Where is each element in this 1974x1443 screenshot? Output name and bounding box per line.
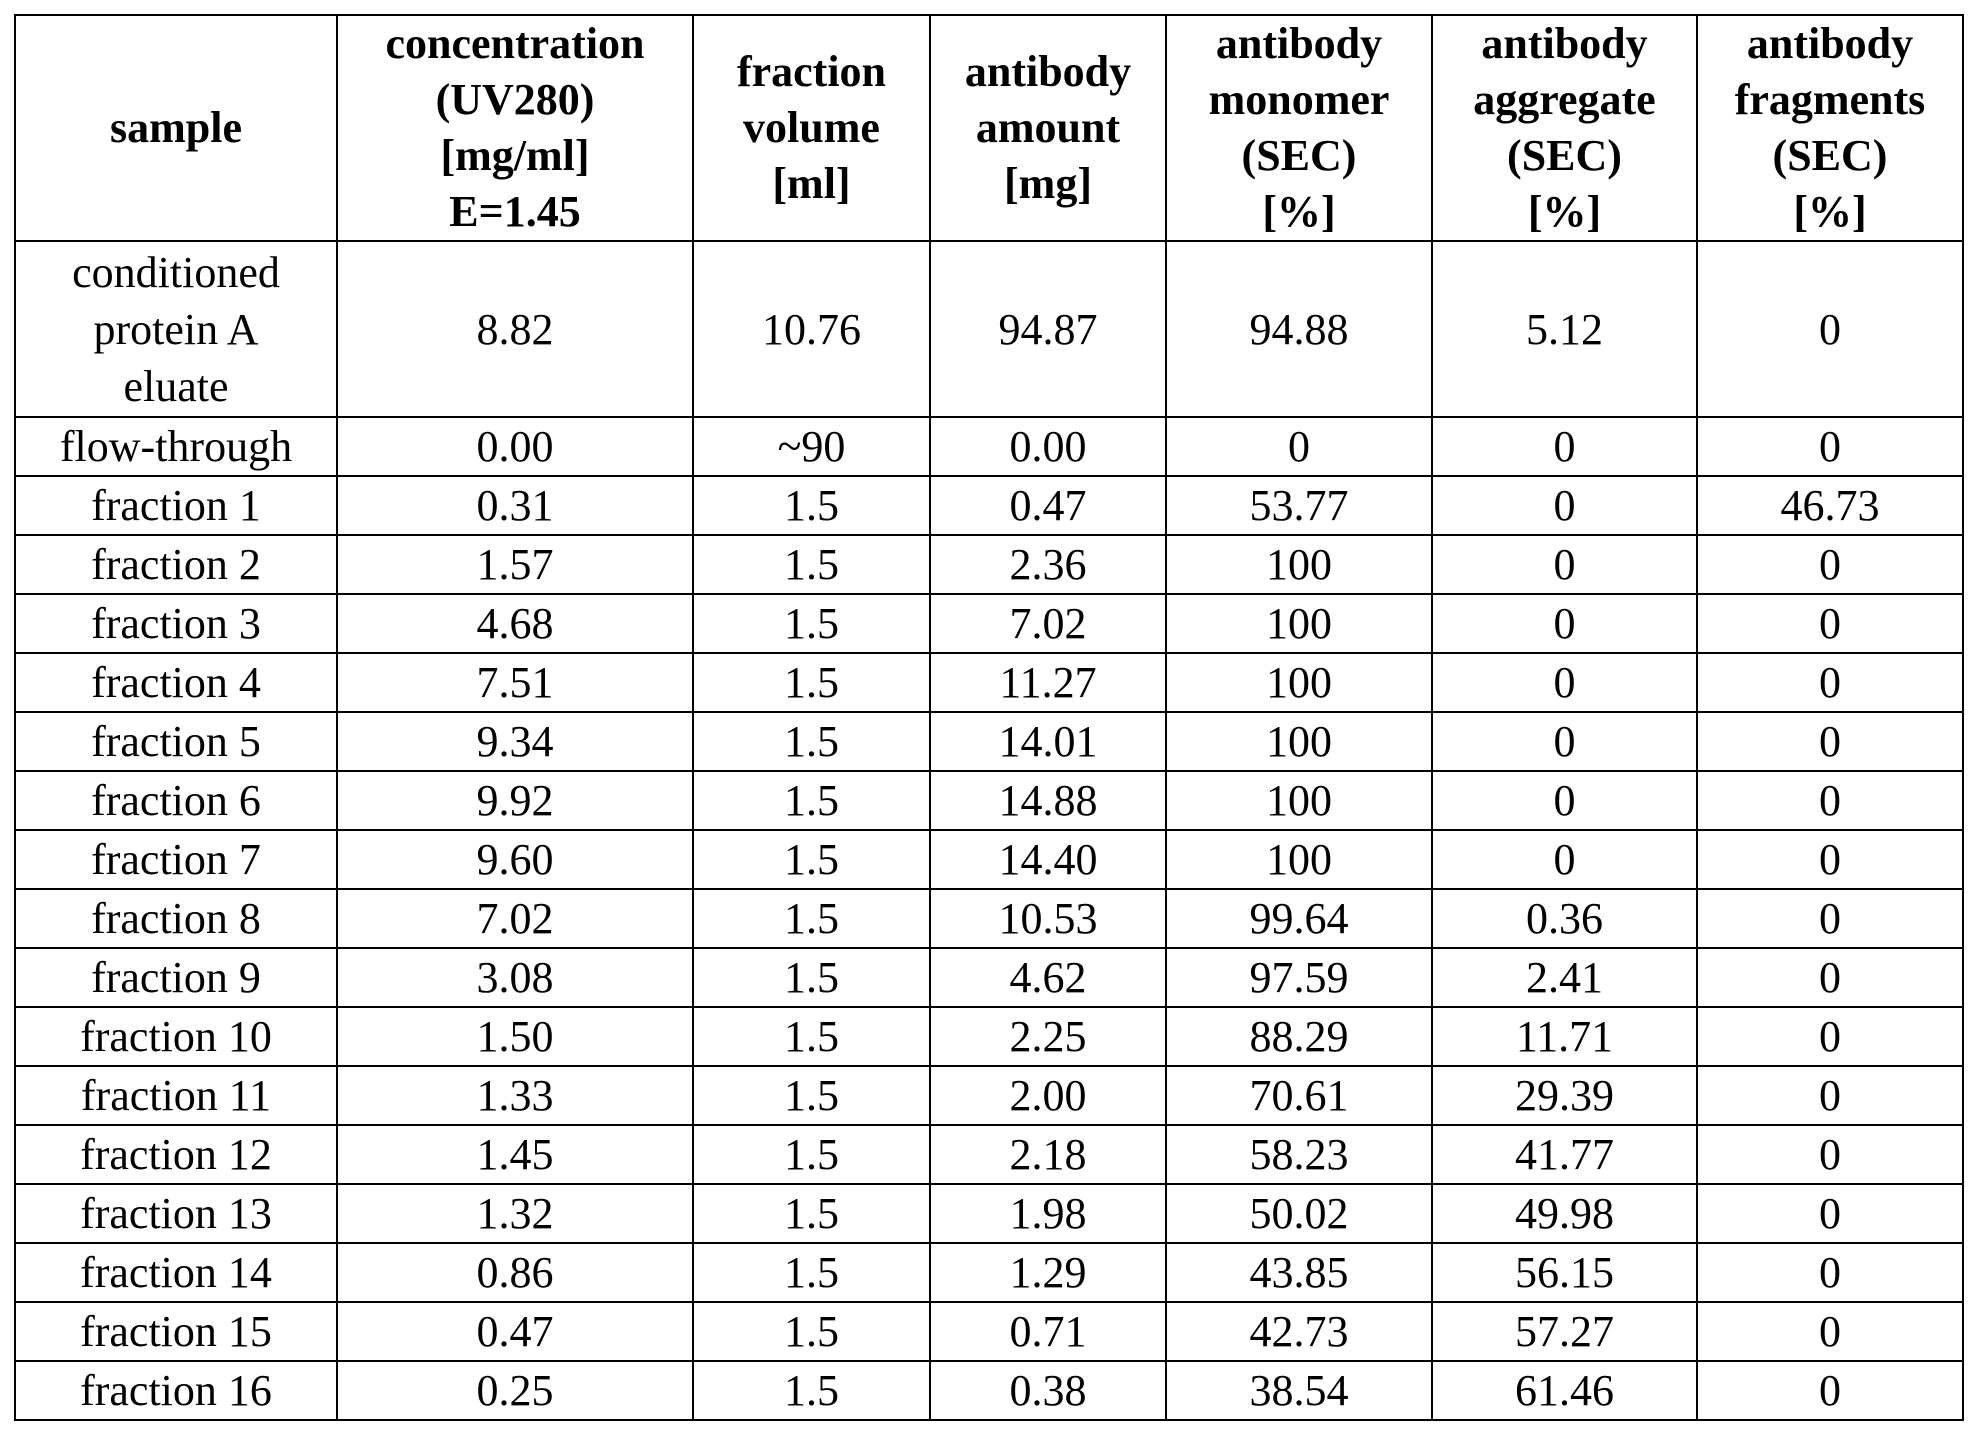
antibody-amount-cell: 0.71 — [930, 1302, 1166, 1361]
aggregate-cell: 57.27 — [1432, 1302, 1697, 1361]
monomer-cell: 88.29 — [1166, 1007, 1432, 1066]
antibody-aggregate-header — [1432, 15, 1697, 241]
table-row — [15, 1184, 1963, 1243]
fragments-cell: 0 — [1697, 1007, 1963, 1066]
header-line: (SEC) — [1241, 131, 1357, 180]
sample-line: protein A — [93, 304, 259, 354]
antibody-amount-cell: 10.53 — [930, 889, 1166, 948]
fraction-volume-cell: 1.5 — [693, 1007, 930, 1066]
fragments-cell: 0 — [1697, 417, 1963, 476]
fragments-cell: 0 — [1697, 948, 1963, 1007]
aggregate-cell: 0 — [1432, 653, 1697, 712]
sample-cell — [15, 241, 337, 417]
table-row — [15, 417, 1963, 476]
header-line: fragments — [1734, 75, 1926, 124]
aggregate-cell: 61.46 — [1432, 1361, 1697, 1420]
sample-cell: fraction 2 — [15, 535, 337, 594]
sample-header — [15, 15, 337, 241]
fraction-volume-cell: 1.5 — [693, 1243, 930, 1302]
sample-cell: fraction 11 — [15, 1066, 337, 1125]
antibody-amount-cell: 2.25 — [930, 1007, 1166, 1066]
antibody-amount-cell: 0.00 — [930, 417, 1166, 476]
antibody-amount-cell: 2.18 — [930, 1125, 1166, 1184]
monomer-cell: 97.59 — [1166, 948, 1432, 1007]
header-line: (UV280) — [435, 75, 595, 124]
results-table — [14, 14, 1964, 1421]
fragments-cell: 0 — [1697, 1125, 1963, 1184]
table-row — [15, 1066, 1963, 1125]
header-line: E=1.45 — [449, 187, 581, 236]
concentration-cell: 4.68 — [337, 594, 693, 653]
aggregate-cell: 0.36 — [1432, 889, 1697, 948]
sample-cell: fraction 6 — [15, 771, 337, 830]
table-row — [15, 948, 1963, 1007]
table-row — [15, 1125, 1963, 1184]
fraction-volume-cell: 1.5 — [693, 1184, 930, 1243]
fraction-volume-cell: 1.5 — [693, 1302, 930, 1361]
header-line: [%] — [1793, 187, 1867, 236]
antibody-amount-cell: 1.98 — [930, 1184, 1166, 1243]
aggregate-cell: 11.71 — [1432, 1007, 1697, 1066]
fraction-volume-cell: 1.5 — [693, 653, 930, 712]
monomer-cell: 100 — [1166, 771, 1432, 830]
fragments-cell: 0 — [1697, 771, 1963, 830]
monomer-cell: 50.02 — [1166, 1184, 1432, 1243]
fragments-cell: 0 — [1697, 1302, 1963, 1361]
header-line: aggregate — [1473, 75, 1656, 124]
header-line: (SEC) — [1772, 131, 1888, 180]
antibody-amount-cell: 4.62 — [930, 948, 1166, 1007]
concentration-cell: 7.51 — [337, 653, 693, 712]
aggregate-cell: 0 — [1432, 417, 1697, 476]
antibody-amount-cell: 14.88 — [930, 771, 1166, 830]
concentration-cell: 7.02 — [337, 889, 693, 948]
header-line: concentration — [385, 19, 645, 68]
table-row — [15, 1007, 1963, 1066]
fragments-cell: 0 — [1697, 712, 1963, 771]
monomer-cell: 100 — [1166, 712, 1432, 771]
antibody-amount-cell: 0.47 — [930, 476, 1166, 535]
sample-line: eluate — [123, 361, 229, 411]
table-row — [15, 653, 1963, 712]
monomer-cell: 100 — [1166, 535, 1432, 594]
antibody-amount-cell: 14.01 — [930, 712, 1166, 771]
antibody-amount-cell: 2.36 — [930, 535, 1166, 594]
aggregate-cell: 0 — [1432, 771, 1697, 830]
table-body — [15, 241, 1963, 1420]
aggregate-cell: 0 — [1432, 594, 1697, 653]
antibody-amount-cell: 2.00 — [930, 1066, 1166, 1125]
fragments-cell: 0 — [1697, 535, 1963, 594]
fragments-cell: 0 — [1697, 1066, 1963, 1125]
monomer-cell: 99.64 — [1166, 889, 1432, 948]
concentration-header — [337, 15, 693, 241]
antibody-amount-header — [930, 15, 1166, 241]
table-row — [15, 889, 1963, 948]
sample-cell: fraction 15 — [15, 1302, 337, 1361]
header-line: fraction — [736, 47, 887, 96]
sample-cell: fraction 12 — [15, 1125, 337, 1184]
header-line: (SEC) — [1507, 131, 1622, 180]
concentration-cell: 0.47 — [337, 1302, 693, 1361]
concentration-cell: 8.82 — [337, 241, 693, 417]
concentration-cell: 1.33 — [337, 1066, 693, 1125]
header-line: [ml] — [772, 159, 851, 208]
fraction-volume-cell: 1.5 — [693, 948, 930, 1007]
antibody-amount-cell: 1.29 — [930, 1243, 1166, 1302]
antibody-amount-cell: 7.02 — [930, 594, 1166, 653]
antibody-fragments-header — [1697, 15, 1963, 241]
sample-cell: fraction 14 — [15, 1243, 337, 1302]
concentration-cell: 1.45 — [337, 1125, 693, 1184]
table-row — [15, 241, 1963, 417]
sample-cell: fraction 8 — [15, 889, 337, 948]
fraction-volume-cell: 1.5 — [693, 476, 930, 535]
header-line: antibody — [1481, 19, 1648, 68]
fraction-volume-header — [693, 15, 930, 241]
fragments-cell: 0 — [1697, 1361, 1963, 1420]
monomer-cell: 70.61 — [1166, 1066, 1432, 1125]
table-row — [15, 1361, 1963, 1420]
sample-cell: fraction 1 — [15, 476, 337, 535]
concentration-cell: 0.25 — [337, 1361, 693, 1420]
fragments-cell: 0 — [1697, 1184, 1963, 1243]
table-header — [15, 15, 1963, 241]
concentration-cell: 1.32 — [337, 1184, 693, 1243]
aggregate-cell: 41.77 — [1432, 1125, 1697, 1184]
monomer-cell: 100 — [1166, 594, 1432, 653]
monomer-cell: 100 — [1166, 830, 1432, 889]
monomer-cell: 58.23 — [1166, 1125, 1432, 1184]
table-row — [15, 771, 1963, 830]
monomer-cell: 43.85 — [1166, 1243, 1432, 1302]
header-line: [%] — [1262, 187, 1336, 236]
table-row — [15, 1243, 1963, 1302]
fragments-cell: 0 — [1697, 889, 1963, 948]
fraction-volume-cell: 1.5 — [693, 889, 930, 948]
header-line: amount — [975, 103, 1121, 152]
monomer-cell: 0 — [1166, 417, 1432, 476]
aggregate-cell: 0 — [1432, 712, 1697, 771]
sample-cell: fraction 4 — [15, 653, 337, 712]
header-line: [%] — [1527, 187, 1602, 236]
aggregate-cell: 56.15 — [1432, 1243, 1697, 1302]
aggregate-cell: 29.39 — [1432, 1066, 1697, 1125]
sample-cell: fraction 9 — [15, 948, 337, 1007]
fraction-volume-cell: 1.5 — [693, 594, 930, 653]
sample-cell: fraction 3 — [15, 594, 337, 653]
header-line: antibody — [964, 47, 1132, 96]
header-line: antibody — [1746, 19, 1914, 68]
fragments-cell: 0 — [1697, 830, 1963, 889]
concentration-cell: 0.86 — [337, 1243, 693, 1302]
monomer-cell: 53.77 — [1166, 476, 1432, 535]
fragments-cell: 0 — [1697, 594, 1963, 653]
header-line: [mg] — [1004, 159, 1092, 208]
sample-cell: fraction 13 — [15, 1184, 337, 1243]
antibody-monomer-header — [1166, 15, 1432, 241]
sample-cell: fraction 7 — [15, 830, 337, 889]
table-row — [15, 830, 1963, 889]
fragments-cell: 0 — [1697, 241, 1963, 417]
table-row — [15, 1302, 1963, 1361]
concentration-cell: 9.60 — [337, 830, 693, 889]
fraction-volume-cell: 1.5 — [693, 1066, 930, 1125]
antibody-amount-cell: 11.27 — [930, 653, 1166, 712]
table-row — [15, 594, 1963, 653]
aggregate-cell: 49.98 — [1432, 1184, 1697, 1243]
header-line: [mg/ml] — [440, 131, 590, 180]
concentration-cell: 9.34 — [337, 712, 693, 771]
fragments-cell: 0 — [1697, 1243, 1963, 1302]
sample-cell: fraction 5 — [15, 712, 337, 771]
fragments-cell: 0 — [1697, 653, 1963, 712]
fraction-volume-cell: 1.5 — [693, 535, 930, 594]
antibody-amount-cell: 0.38 — [930, 1361, 1166, 1420]
sample-cell: fraction 10 — [15, 1007, 337, 1066]
antibody-amount-cell: 94.87 — [930, 241, 1166, 417]
fraction-volume-cell: 10.76 — [693, 241, 930, 417]
aggregate-cell: 0 — [1432, 830, 1697, 889]
sample-cell: fraction 16 — [15, 1361, 337, 1420]
header-line: monomer — [1208, 75, 1390, 124]
monomer-cell: 38.54 — [1166, 1361, 1432, 1420]
monomer-cell: 94.88 — [1166, 241, 1432, 417]
aggregate-cell: 0 — [1432, 476, 1697, 535]
fraction-volume-cell: 1.5 — [693, 830, 930, 889]
concentration-cell: 1.57 — [337, 535, 693, 594]
concentration-cell: 0.00 — [337, 417, 693, 476]
monomer-cell: 100 — [1166, 653, 1432, 712]
table-row — [15, 712, 1963, 771]
antibody-amount-cell: 14.40 — [930, 830, 1166, 889]
aggregate-cell: 2.41 — [1432, 948, 1697, 1007]
fraction-volume-cell: 1.5 — [693, 1125, 930, 1184]
monomer-cell: 42.73 — [1166, 1302, 1432, 1361]
sample-cell: flow-through — [15, 417, 337, 476]
fraction-volume-cell: 1.5 — [693, 771, 930, 830]
fraction-volume-cell: ~90 — [693, 417, 930, 476]
fragments-cell: 46.73 — [1697, 476, 1963, 535]
fraction-volume-cell: 1.5 — [693, 1361, 930, 1420]
header-row — [15, 15, 1963, 241]
sample-line: conditioned — [72, 247, 280, 297]
header-line: volume — [743, 103, 880, 152]
concentration-cell: 1.50 — [337, 1007, 693, 1066]
fraction-volume-cell: 1.5 — [693, 712, 930, 771]
concentration-cell: 0.31 — [337, 476, 693, 535]
concentration-cell: 3.08 — [337, 948, 693, 1007]
concentration-cell: 9.92 — [337, 771, 693, 830]
aggregate-cell: 5.12 — [1432, 241, 1697, 417]
header-line: antibody — [1215, 19, 1383, 68]
table-row — [15, 476, 1963, 535]
aggregate-cell: 0 — [1432, 535, 1697, 594]
table-row — [15, 535, 1963, 594]
header-line: sample — [110, 103, 242, 152]
